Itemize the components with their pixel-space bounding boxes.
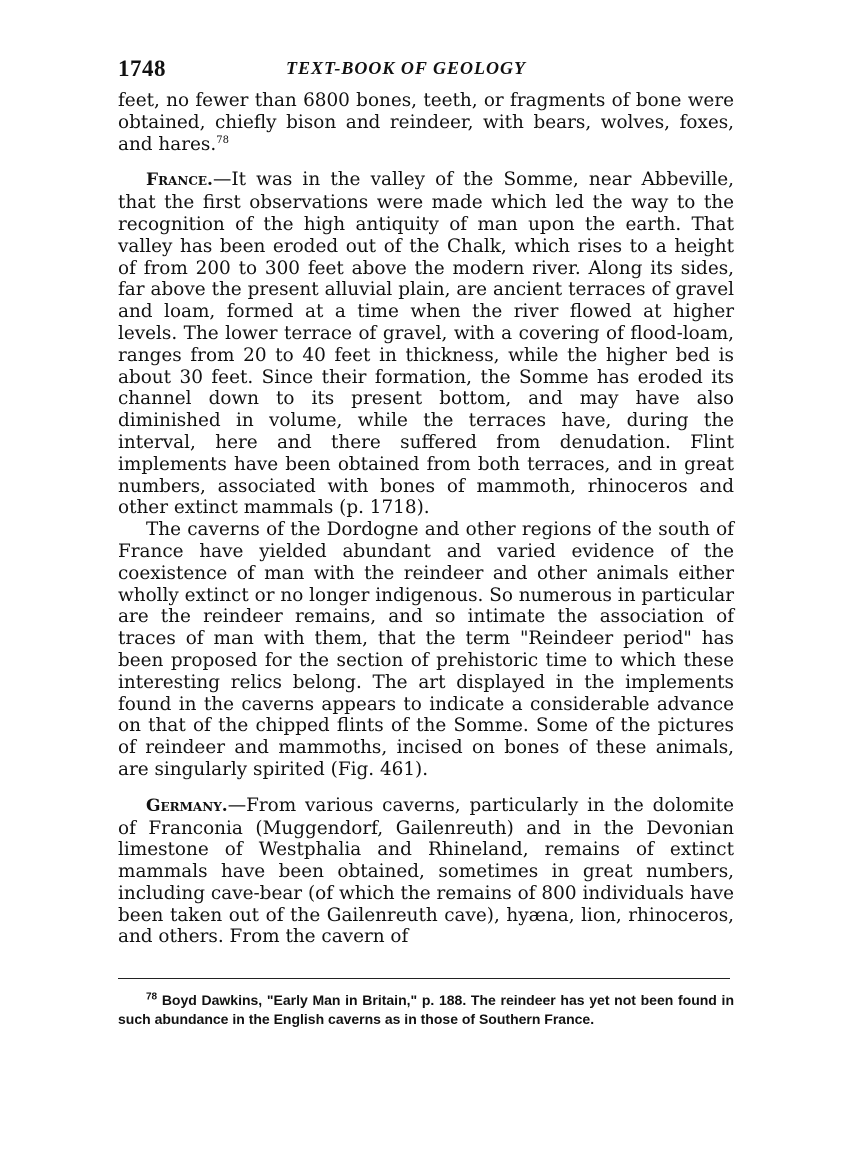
footnote-marker: 78 [146, 991, 158, 1003]
paragraph-text: —It was in the valley of the Somme, near Abbeville, that the first observations were made which led the way to the recognition of the high antiquity of man upon the earth. That valley has been eroded out of the Chalk, which rises to a height of from 200 to 300 feet above the modern river. Along its sides, far above the present alluvial plain, are ancient terraces of gravel and loam, formed at a time when the river flowed at higher levels. The lower terrace of gravel, with a covering of flood-loam, ranges from 20 to 40 feet in thickness, while the higher bed is about 30 feet. Since their formation, the Somme has eroded its channel down to its present bottom, and may have also diminished in volume, while the terraces have, during the interval, here and there suffered from denudation. Flint implements have been obtained from both terraces, and in great numbers, associated with bones of mammoth, rhinoceros and other extinct mammals (p. 1718). [118, 169, 734, 519]
running-head [118, 54, 734, 90]
body-text [118, 90, 734, 948]
paragraph-bone-finds [118, 90, 734, 155]
footnote-text: Boyd Dawkins, "Early Man in Britain," p. 188. The reindeer has yet not been found in such abundance in the English caverns as in those of Southern France. [118, 992, 734, 1028]
paragraph-text: —From various caverns, particularly in the dolomite of Franconia (Muggendorf, Gailenreuth) and in the Devonian limestone of Westphalia and Rhineland, remains of extinct mammals have been obtained, sometimes in great numbers, including cave-bear (of which the remains of 800 individuals have been taken out of the Gailenreuth cave), hyæna, lion, rhinoceros, and others. From the cavern of [118, 794, 734, 948]
book-page [118, 54, 734, 1043]
footnote-reference: 78 [216, 134, 229, 146]
footnote-divider [118, 978, 730, 979]
footnote [118, 991, 734, 1029]
paragraph-germany [118, 795, 734, 949]
paragraph-france [118, 169, 734, 519]
section-heading-germany: Germany. [146, 795, 228, 816]
paragraph-text: feet, no fewer than 6800 bones, teeth, or fragments of bone were obtained, chiefly bison and reindeer, with bears, wolves, foxes, and hares. [118, 90, 734, 155]
page-number: 1748 [118, 56, 166, 81]
section-heading-france: France. [146, 170, 213, 191]
paragraph-dordogne-caverns: The caverns of the Dordogne and other regions of the south of France have yielded abundant and varied evidence of the coexistence of man with the reindeer and other animals either wholly extinct or no longer indigenous. So numerous in particular are the reindeer remains, and so intimate the association of traces of man with them, that the term "Reindeer period" has been proposed for the section of prehistoric time to which these interesting relics belong. The art displayed in the implements found in the caverns appears to indicate a considerable advance on that of the chipped flints of the Somme. Some of the pictures of reindeer and mammoths, incised on bones of these animals, are singularly spirited (Fig. 461). [118, 519, 734, 780]
running-title: TEXT-BOOK OF GEOLOGY [286, 58, 527, 78]
